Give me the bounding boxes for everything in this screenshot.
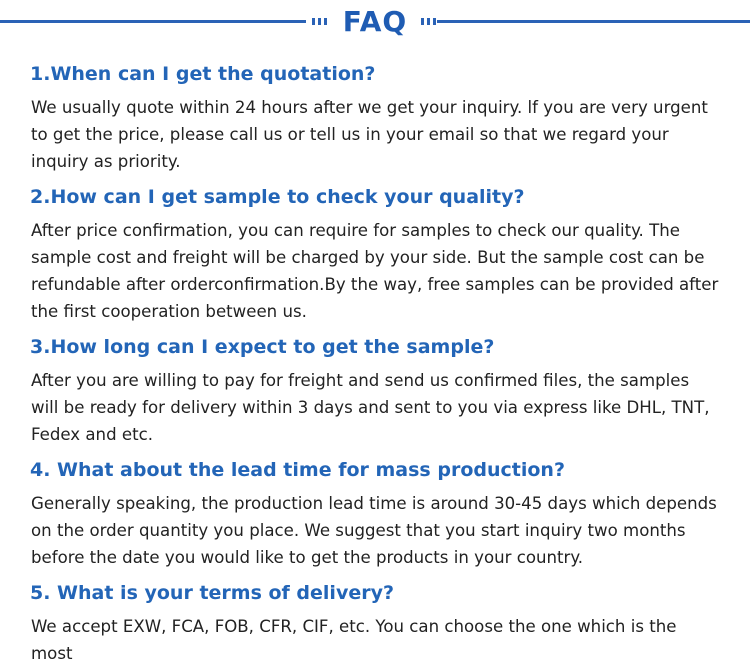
header-divider-left — [0, 20, 306, 23]
faq-answer: After you are willing to pay for freight and send us confirmed files, the samples will be ready for delivery within 3 days and sent to you via express like DHL, TNT, Fedex and etc. — [31, 371, 710, 444]
page-title: FAQ — [342, 5, 408, 38]
faq-answer: After price confirmation, you can require for samples to check our quality. The sample cost and freight will be charged by your side. But the sample cost can be refundable after orderconfirmation.By the way, free samples can be provided after the first cooperation between us. — [31, 221, 719, 321]
faq-question: 4. What about the lead time for mass production? — [30, 459, 565, 481]
dot-icon — [312, 18, 315, 25]
header-divider-right — [437, 20, 750, 23]
faq-question: 3.How long can I expect to get the sample? — [30, 336, 495, 358]
faq-answer: Generally speaking, the production lead time is around 30-45 days which depends on the order quantity you place. We suggest that you start inquiry two months before the date you would like to get the products in your country. — [31, 494, 717, 567]
faq-question: 2.How can I get sample to check your quality? — [30, 186, 525, 208]
dot-icon — [421, 18, 424, 25]
dot-icon — [433, 18, 436, 25]
dot-icon — [318, 18, 321, 25]
faq-answer: We usually quote within 24 hours after we get your inquiry. lf you are very urgent to get the price, please call us or tell us in your email so that we regard your inquiry as priority. — [31, 98, 708, 171]
faq-answer: We accept EXW, FCA, FOB, CFR, CIF, etc. You can choose the one which is the most — [31, 617, 677, 663]
faq-question: 1.When can I get the quotation? — [30, 63, 376, 85]
faq-header — [0, 0, 750, 46]
header-dots-left — [312, 18, 327, 25]
dot-icon — [324, 18, 327, 25]
header-dots-right — [421, 18, 436, 25]
dot-icon — [427, 18, 430, 25]
faq-question: 5. What is your terms of delivery? — [30, 582, 394, 604]
